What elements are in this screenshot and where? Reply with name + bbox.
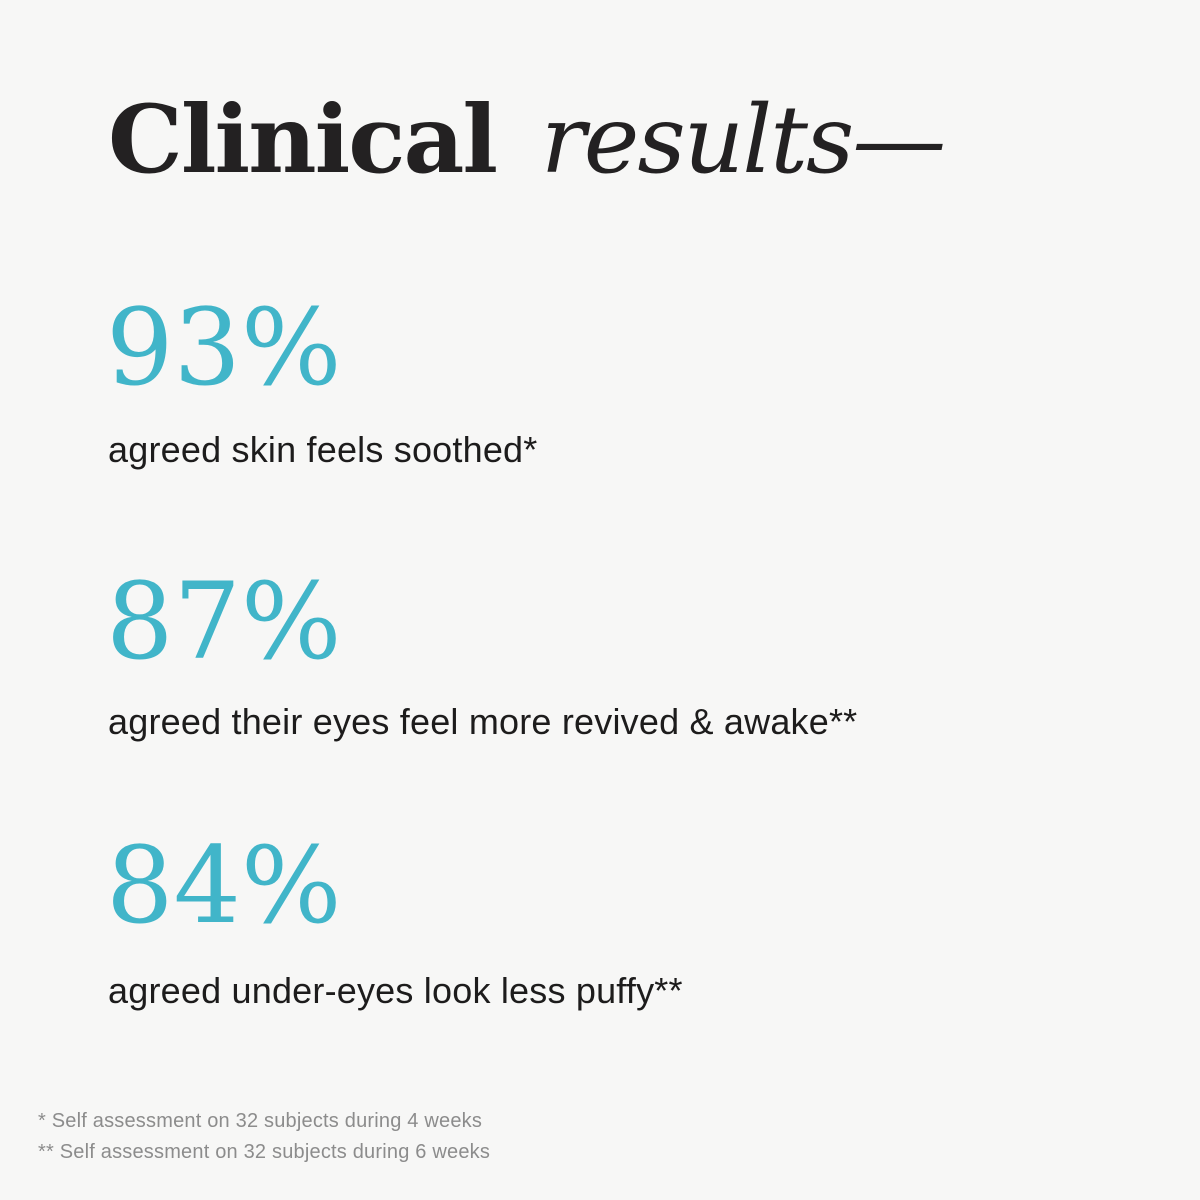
stat-label-3: agreed under-eyes look less puffy** (108, 970, 683, 1011)
stat-value-3: 84% (106, 824, 342, 947)
page-title (108, 85, 945, 195)
stat-value-2: 87% (106, 560, 342, 683)
stat-value-1: 93% (106, 286, 342, 409)
stat-label-1: agreed skin feels soothed* (108, 429, 538, 470)
page-title-italic: results— (540, 86, 945, 195)
footnotes (38, 1106, 490, 1168)
page-title-regular: Clinical (108, 85, 497, 195)
footnote-1: * Self assessment on 32 subjects during 4 weeks (38, 1110, 483, 1132)
footnote-2: ** Self assessment on 32 subjects during 6 weeks (38, 1141, 491, 1163)
stat-label-2: agreed their eyes feel more revived & awake** (108, 701, 858, 742)
